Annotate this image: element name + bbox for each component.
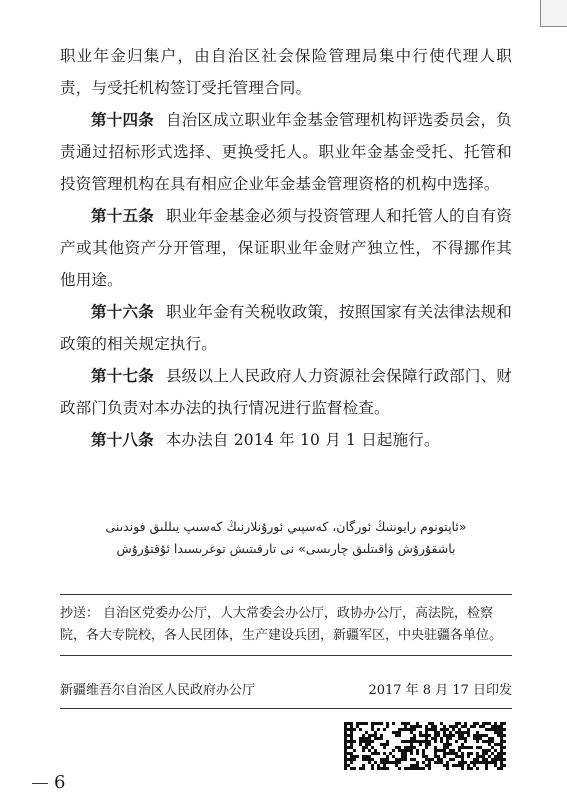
- paragraph: [60, 200, 512, 296]
- uyghur-line-1: «ئاپتونوم رايوننىڭ ئورگان، كەسپىي ئورۇنلارنىڭ كەسىپ يىللىق فوندىنى: [105, 519, 467, 534]
- paragraph-text: 职业年金有关税收政策，按照国家有关法律法规和政策的相关规定执行。: [60, 303, 512, 353]
- issuer-office: 新疆维吾尔自治区人民政府办公厅: [60, 683, 256, 698]
- paragraph-text: 职业年金基金必须与投资管理人和托管人的自有资产或其他资产分开管理，保证职业年金财产独立性，不得挪作其他用途。: [60, 207, 512, 289]
- paragraph: [60, 296, 512, 360]
- paragraph: [60, 424, 512, 456]
- paragraph: [60, 104, 512, 200]
- article-number: 第十六条: [91, 303, 154, 321]
- uyghur-title: [60, 516, 512, 560]
- paragraph: [60, 40, 512, 104]
- cc-section: [60, 594, 512, 656]
- page-number: [32, 772, 65, 793]
- document-body: [60, 40, 512, 456]
- article-number: 第十八条: [91, 431, 154, 449]
- page-number-text: 6: [54, 772, 66, 793]
- issuer-line: [60, 680, 512, 709]
- paragraph-text: 职业年金归集户，由自治区社会保险管理局集中行使代理人职责，与受托机构签订受托管理合同。: [60, 47, 512, 97]
- paragraph-text: 自治区成立职业年金基金管理机构评选委员会，负责通过招标形式选择、更换受托人。职业年金基金受托、托管和投资管理机构在具有相应企业年金基金管理资格的机构中选择。: [60, 111, 512, 193]
- paragraph-text: 本办法自 2014 年 10 月 1 日起施行。: [165, 431, 440, 449]
- paragraph-text: 县级以上人民政府人力资源社会保障行政部门、财政部门负责对本办法的执行情况进行监督检查。: [60, 367, 512, 417]
- article-number: 第十七条: [91, 367, 154, 385]
- uyghur-line-2: باشقۇرۇش ۋاقىتلىق چارىسى» نى تارقىتىش توغرىسىدا ئۇقتۇرۇش: [116, 541, 456, 556]
- qr-code-icon: [344, 722, 506, 770]
- corner-mark: [540, 0, 567, 27]
- article-number: 第十四条: [91, 111, 154, 129]
- article-number: 第十五条: [91, 207, 154, 225]
- issue-date: 2017 年 8 月 17 日印发: [368, 683, 512, 698]
- cc-recipients: 自治区党委办公厅，人大常委会办公厅，政协办公厅，高法院，检察院，各大专院校，各人民团体，生产建设兵团，新疆军区，中央驻疆各单位。: [60, 606, 503, 643]
- paragraph: [60, 360, 512, 424]
- cc-label: 抄送：: [60, 606, 100, 621]
